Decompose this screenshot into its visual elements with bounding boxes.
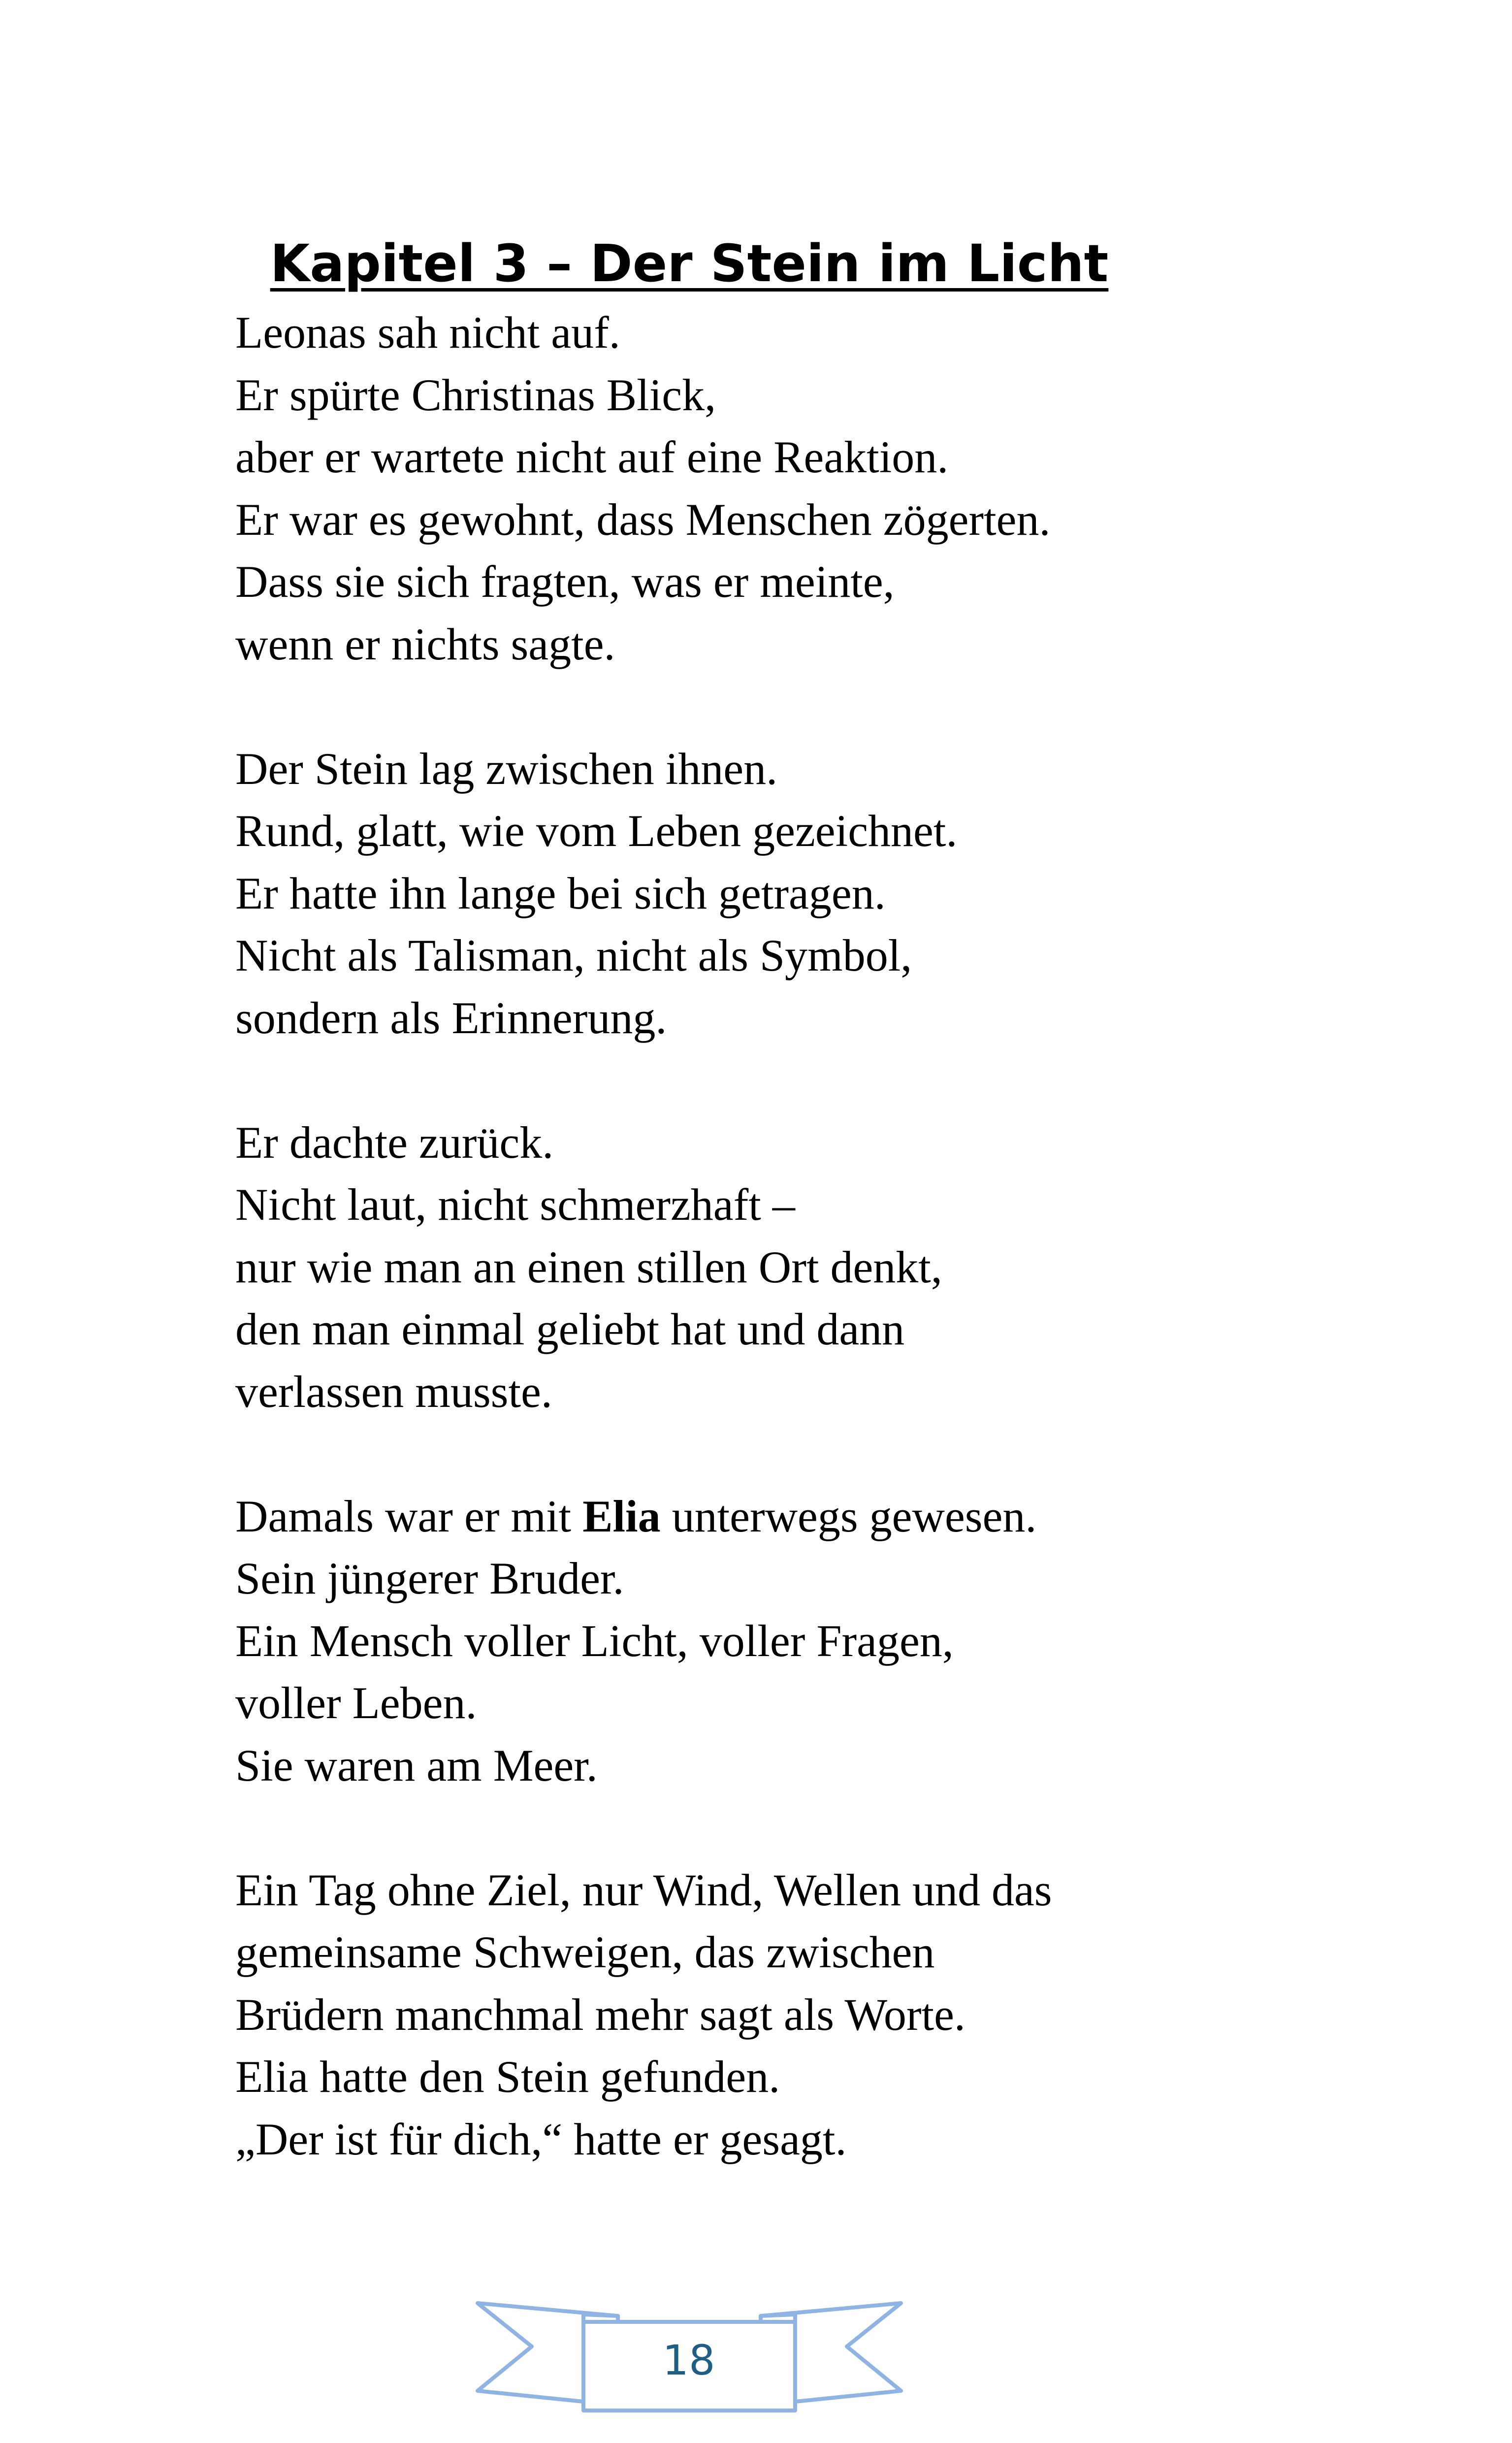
text-line: Rund, glatt, wie vom Leben gezeichnet.: [235, 806, 958, 856]
chapter-title-text: Kapitel 3 – Der Stein im Licht: [270, 233, 1109, 293]
text-line: Der Stein lag zwischen ihnen.: [235, 743, 778, 794]
text-line: Dass sie sich fragten, was er meinte,: [235, 556, 895, 607]
text-line: Er dachte zurück.: [235, 1117, 554, 1168]
paragraph-1: [235, 301, 1417, 675]
page-number-ribbon: [473, 2292, 906, 2415]
text-line: Leonas sah nicht auf.: [235, 307, 620, 358]
text-fragment: unterwegs gewesen.: [660, 1491, 1037, 1541]
text-line: „Der ist für dich,“ hatte er gesagt.: [235, 2114, 847, 2164]
paragraph-gap: [235, 1796, 1417, 1859]
chapter-title: [0, 231, 1379, 295]
text-line: verlassen musste.: [235, 1366, 552, 1417]
paragraph-2: [235, 738, 1417, 1049]
text-line: Nicht laut, nicht schmerzhaft –: [235, 1179, 795, 1230]
text-line: Sie waren am Meer.: [235, 1740, 598, 1791]
paragraph-gap: [235, 1049, 1417, 1111]
text-line: Brüdern manchmal mehr sagt als Worte.: [235, 1989, 965, 2040]
text-line: sondern als Erinnerung.: [235, 992, 667, 1043]
paragraph-gap: [235, 675, 1417, 738]
text-line: Elia hatte den Stein gefunden.: [235, 2052, 780, 2102]
text-line: Er spürte Christinas Blick,: [235, 369, 716, 420]
text-line: Ein Mensch voller Licht, voller Fragen,: [235, 1615, 954, 1666]
text-line: Nicht als Talisman, nicht als Symbol,: [235, 930, 912, 980]
text-line: Sein jüngerer Bruder.: [235, 1553, 624, 1603]
text-line: Ein Tag ohne Ziel, nur Wind, Wellen und das: [235, 1864, 1052, 1915]
text-line: den man einmal geliebt hat und dann: [235, 1304, 905, 1354]
chapter-body: [235, 301, 1417, 2170]
text-line: wenn er nichts sagte.: [235, 619, 615, 669]
paragraph-3: [235, 1111, 1417, 1423]
text-line: Er hatte ihn lange bei sich getragen.: [235, 868, 886, 918]
text-line: Er war es gewohnt, dass Menschen zögerten.: [235, 494, 1051, 545]
text-line: gemeinsame Schweigen, das zwischen: [235, 1927, 935, 1977]
text-line: aber er wartete nicht auf eine Reaktion.: [235, 432, 949, 482]
text-line: nur wie man an einen stillen Ort denkt,: [235, 1241, 942, 1292]
paragraph-gap: [235, 1423, 1417, 1485]
text-fragment: Damals war er mit: [235, 1491, 583, 1541]
text-line: voller Leben.: [235, 1678, 477, 1728]
paragraph-5: [235, 1859, 1417, 2171]
text-line-with-name: [235, 1485, 1417, 1548]
paragraph-4: [235, 1485, 1417, 1797]
character-name-elia: Elia: [582, 1491, 661, 1541]
page-number: 18: [662, 2336, 715, 2384]
